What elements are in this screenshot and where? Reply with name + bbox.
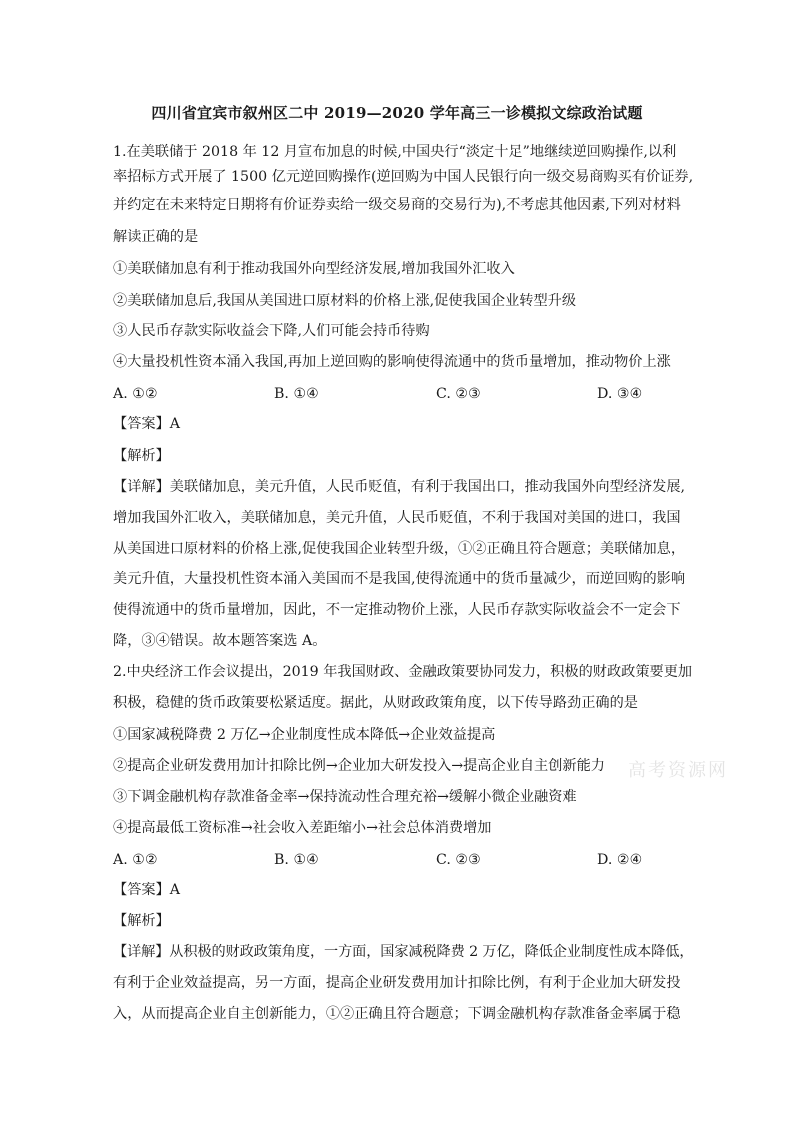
q2-detail-line-3: 入，从而提高企业自主创新能力，①②正确且符合题意；下调金融机构存款准备金率属于稳 bbox=[113, 1006, 681, 1022]
q1-detail-line-1: 【详解】美联储加息，美元升值，人民币贬值，有利于我国出口，推动我国外向型经济发展, bbox=[113, 479, 686, 495]
q2-option-d: D. ②④ bbox=[597, 852, 643, 868]
q1-detail-line-2: 增加我国外汇收入，美联储加息，美元升值，人民币贬值，不利于我国对美国的进口，我国 bbox=[113, 510, 681, 526]
page-title: 四川省宜宾市叙州区二中 2019—2020 学年高三一诊模拟文综政治试题 bbox=[151, 104, 643, 122]
q1-stem-line-2: 率招标方式开展了 1500 亿元逆回购操作(逆回购为中国人民银行向一级交易商购买有价证券, bbox=[113, 169, 694, 185]
q1-option-d: D. ③④ bbox=[597, 386, 643, 402]
q1-detail-line-3: 从美国进口原材料的价格上涨,促使我国企业转型升级，①②正确且符合题意；美联储加息， bbox=[113, 541, 686, 557]
q2-item-4: ④提高最低工资标准→社会收入差距缩小→社会总体消费增加 bbox=[113, 820, 492, 836]
q1-stem-line-4: 解读正确的是 bbox=[113, 229, 199, 245]
q2-detail-line-1: 【详解】从积极的财政政策角度，一方面，国家减税降费 2 万亿，降低企业制度性成本降低， bbox=[113, 944, 694, 960]
q1-item-2: ②美联储加息后,我国从美国进口原材料的价格上涨,促使我国企业转型升级 bbox=[113, 293, 577, 309]
q1-option-b: B. ①④ bbox=[274, 386, 319, 402]
q2-stem-line-2: 积极，稳健的货币政策要松紧适度。据此，从财政政策角度，以下传导路劲正确的是 bbox=[113, 695, 638, 711]
q1-option-c: C. ②③ bbox=[436, 386, 481, 402]
q1-detail-line-6: 降，③④错误。故本题答案选 A。 bbox=[113, 633, 327, 649]
q1-item-4: ④大量投机性资本涌入我国,再加上逆回购的影响使得流通中的货币量增加，推动物价上涨 bbox=[113, 354, 671, 370]
q1-analysis-label: 【解析】 bbox=[113, 448, 170, 464]
q2-analysis-label: 【解析】 bbox=[113, 913, 170, 929]
q2-option-a: A. ①② bbox=[113, 852, 158, 868]
q2-item-2: ②提高企业研发费用加计扣除比例→企业加大研发投入→提高企业自主创新能力 bbox=[113, 758, 605, 774]
q1-option-a: A. ①② bbox=[113, 386, 158, 402]
q2-option-c: C. ②③ bbox=[436, 852, 481, 868]
q1-answer: 【答案】A bbox=[113, 416, 180, 432]
q2-item-3: ③下调金融机构存款准备金率→保持流动性合理充裕→缓解小微企业融资难 bbox=[113, 789, 577, 805]
q1-stem-line-3: 并约定在未来特定日期将有价证券卖给一级交易商的交易行为),不考虑其他因素,下列对材料 bbox=[113, 197, 681, 213]
q1-detail-line-4: 美元升值，大量投机性资本涌入美国而不是我国,使得流通中的货币量减少，而逆回购的影响 bbox=[113, 571, 686, 587]
q2-detail-line-2: 有利于企业效益提高，另一方面，提高企业研发费用加计扣除比例，有利于企业加大研发投 bbox=[113, 975, 681, 991]
q2-stem-line-1: 2.中央经济工作会议提出，2019 年我国财政、金融政策要协同发力，积极的财政政策要更加 bbox=[113, 664, 693, 680]
q2-item-1: ①国家减税降费 2 万亿→企业制度性成本降低→企业效益提高 bbox=[113, 727, 496, 743]
q1-stem-line-1: 1.在美联储于 2018 年 12 月宣布加息的时候,中国央行“淡定十足”地继续逆回购操作,以利 bbox=[113, 144, 677, 160]
q2-answer: 【答案】A bbox=[113, 882, 180, 898]
q1-item-1: ①美联储加息有利于推动我国外向型经济发展,增加我国外汇收入 bbox=[113, 261, 515, 277]
q1-item-3: ③人民币存款实际收益会下降,人们可能会持币待购 bbox=[113, 323, 430, 339]
q1-detail-line-5: 使得流通中的货币量增加，因此，不一定推动物价上涨，人民币存款实际收益会不一定会下 bbox=[113, 602, 681, 618]
q2-option-b: B. ①④ bbox=[274, 852, 319, 868]
watermark: 高考资源网 bbox=[628, 760, 728, 781]
